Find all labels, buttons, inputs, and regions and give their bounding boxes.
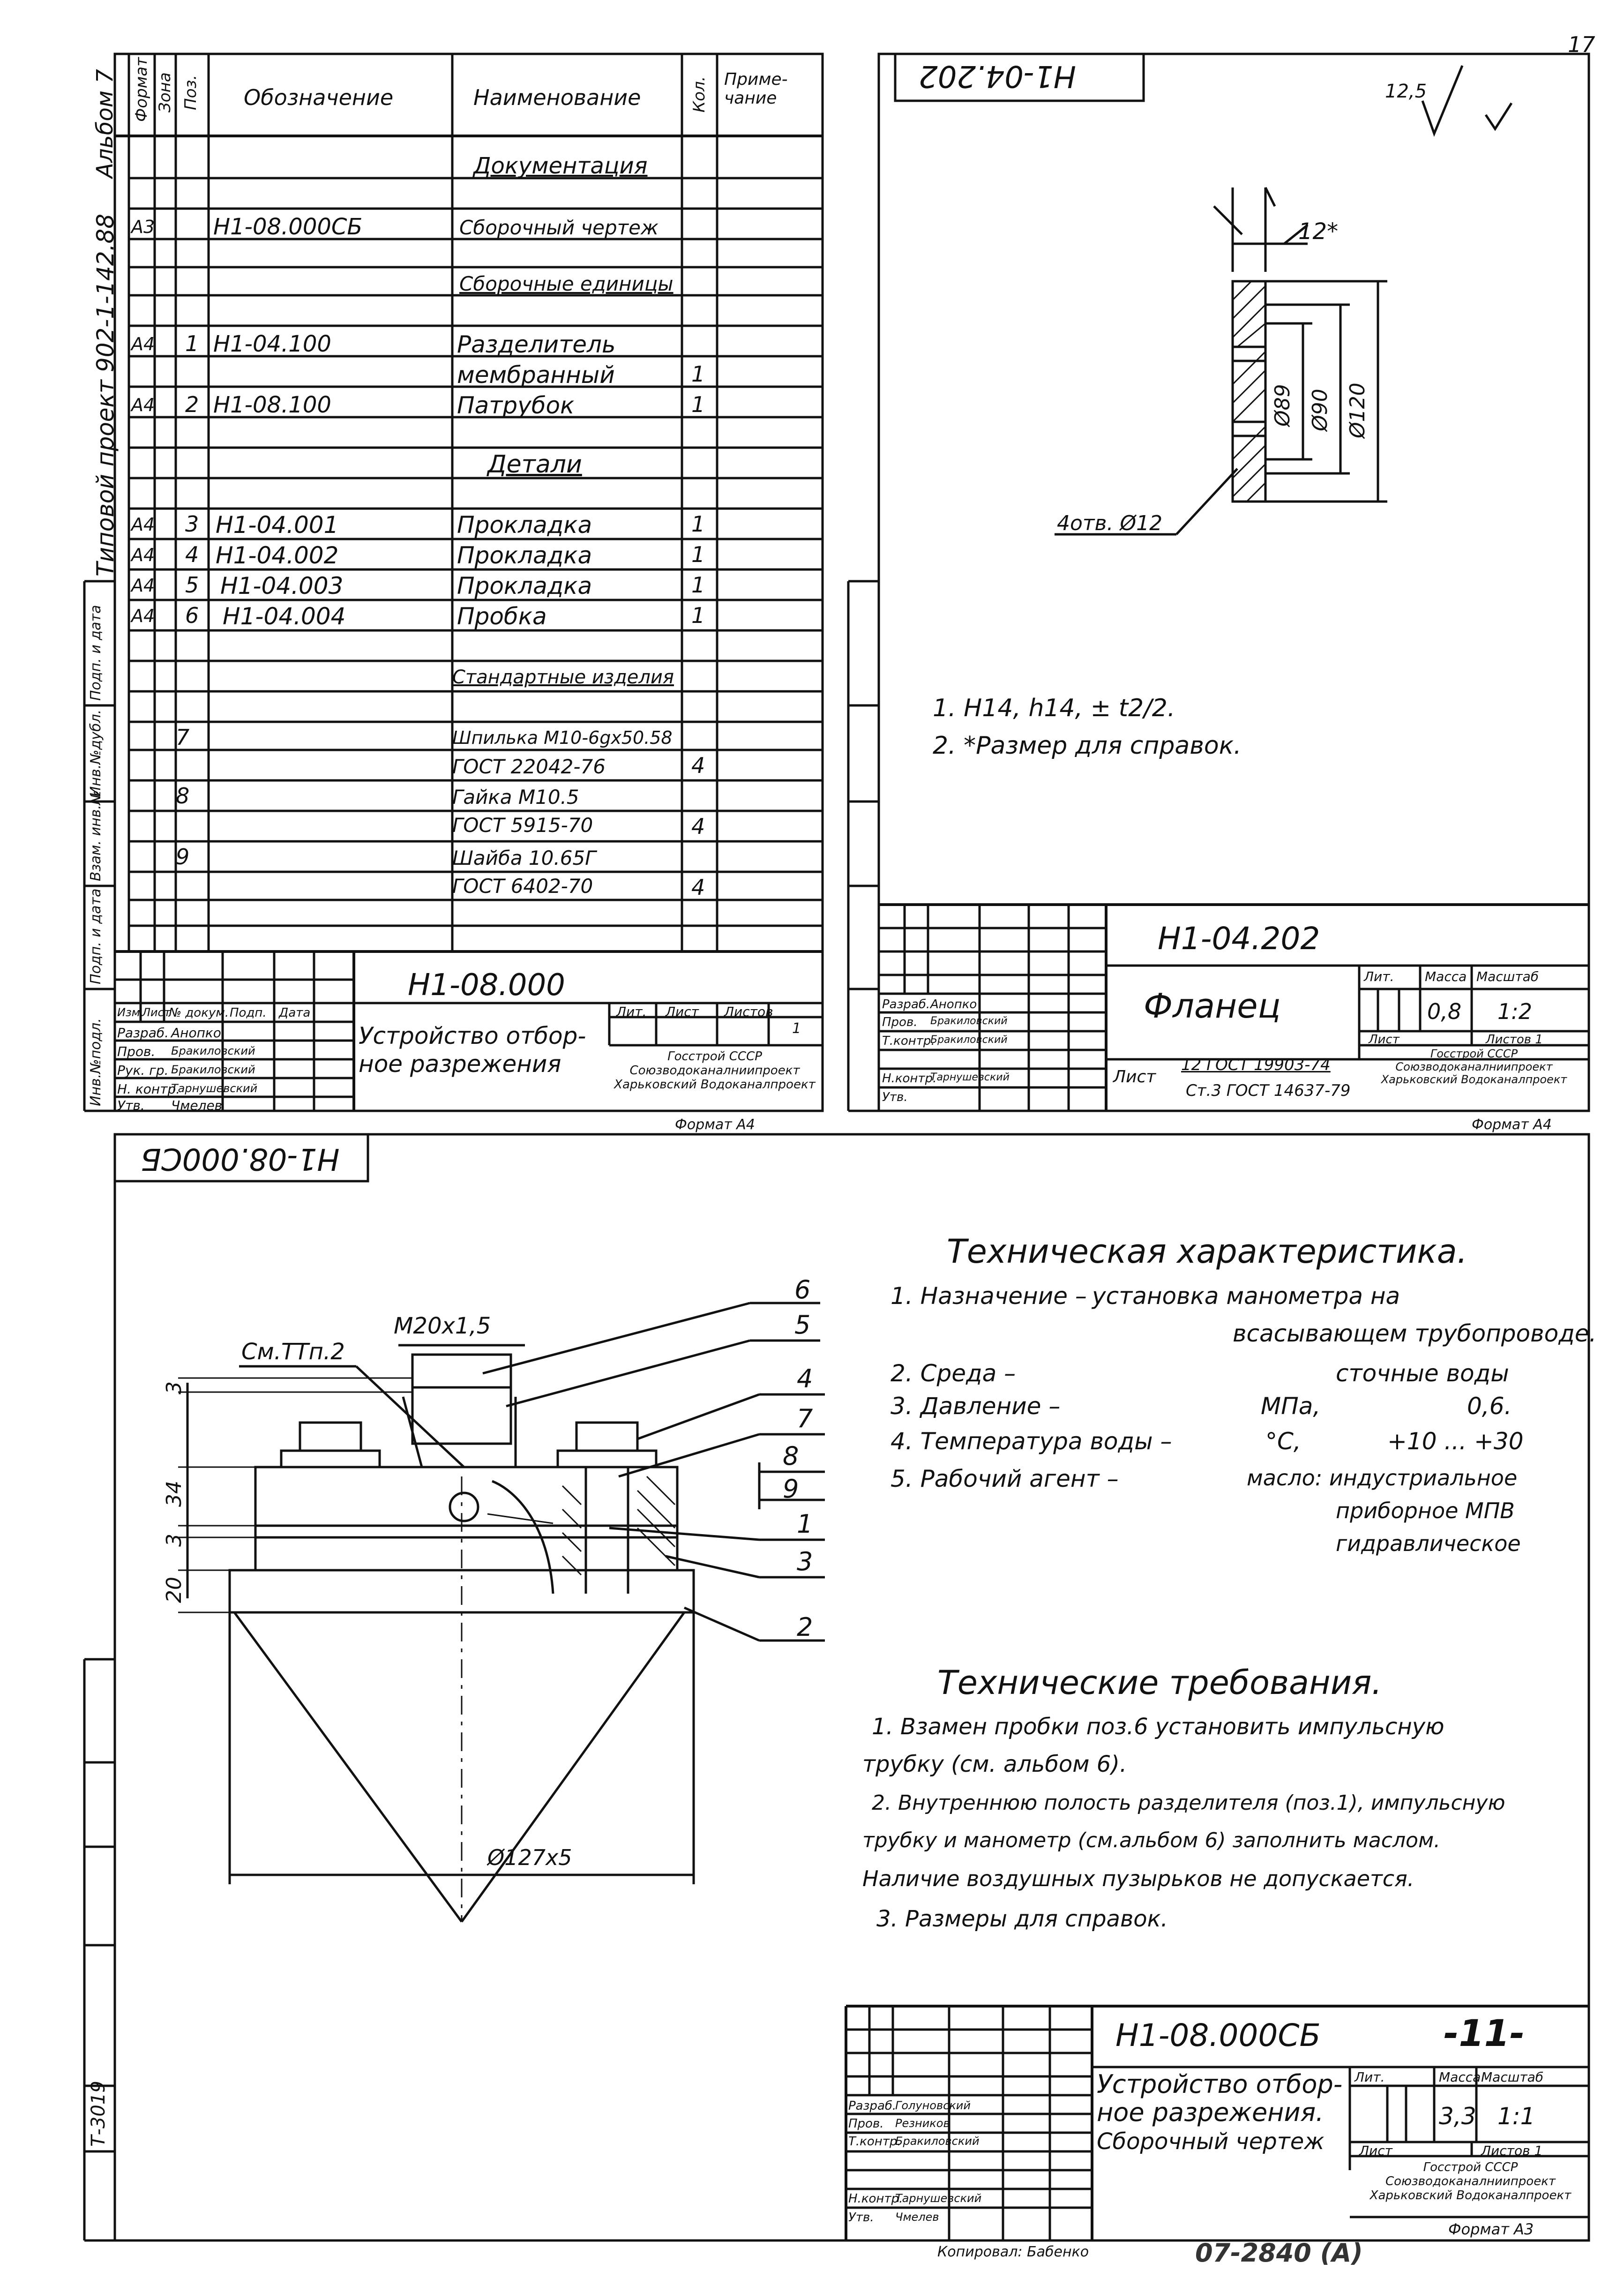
leader-label: 2 xyxy=(797,1612,813,1642)
row-des: Н1-08.100 xyxy=(213,392,331,418)
role-label: Утв. xyxy=(882,1090,908,1104)
row-qty: 4 xyxy=(691,814,705,839)
role-label: Утв. xyxy=(848,2210,874,2225)
person-name: Бракиловский xyxy=(171,1044,255,1057)
stamp-label: Изм. xyxy=(117,1006,144,1019)
mirrored-code: Н1-08.000СБ xyxy=(141,1141,340,1176)
stamp-label: Лист xyxy=(142,1006,171,1019)
role-label: Н. контр. xyxy=(117,1081,180,1097)
row-fmt: А4 xyxy=(131,395,155,415)
scale-label: Масштаб xyxy=(1476,969,1539,984)
row-name: ГОСТ 6402-70 xyxy=(452,875,593,898)
material-line: Ст.3 ГОСТ 14637-79 xyxy=(1186,1081,1351,1100)
col-header-designation: Обозначение xyxy=(244,85,394,110)
dim-89: Ø89 xyxy=(1271,384,1295,427)
person-name: Бракиловский xyxy=(930,1015,1008,1027)
side-project-label: Типовой проект 902-1-142.88 xyxy=(92,213,119,577)
tr-line: трубку (см. альбом 6). xyxy=(862,1751,1127,1777)
row-pos: 1 xyxy=(185,331,199,356)
tech-char-title: Техническая характеристика. xyxy=(947,1232,1467,1271)
role-label: Т.контр. xyxy=(848,2135,901,2149)
tc-value: установка манометра на xyxy=(1092,1282,1400,1310)
row-name: Разделитель xyxy=(457,331,616,358)
lit-label: Лит. xyxy=(616,1004,647,1019)
tr-line: Наличие воздушных пузырьков не допускается. xyxy=(862,1866,1414,1891)
row-des: Н1-04.004 xyxy=(223,603,346,630)
section-parts: Детали xyxy=(487,450,582,479)
role-label: Разраб. xyxy=(117,1025,169,1041)
title-name: ное разрежения. xyxy=(1097,2098,1324,2127)
row-name: ГОСТ 22042-76 xyxy=(452,755,606,778)
tc-value: гидравлическое xyxy=(1336,1531,1521,1556)
row-fmt: А4 xyxy=(131,545,155,565)
thread-dim: М20х1,5 xyxy=(394,1313,491,1339)
tc-value: +10 ... +30 xyxy=(1387,1428,1524,1455)
lit-label: Лит. xyxy=(1364,969,1394,984)
row-qty: 4 xyxy=(691,875,705,900)
role-label: Рук. гр. xyxy=(117,1063,169,1078)
role-label: Разраб. xyxy=(882,997,930,1011)
person-name: Чмелев xyxy=(895,2210,939,2224)
row-name: Сборочный чертеж xyxy=(459,216,659,239)
title-code: Н1-08.000СБ xyxy=(1115,2017,1321,2053)
scale-value: 1:1 xyxy=(1497,2103,1535,2130)
callout-ttp: См.ТТп.2 xyxy=(241,1339,345,1365)
mass-value: 0,8 xyxy=(1427,999,1462,1024)
leader-label: 7 xyxy=(797,1404,813,1433)
side-album-label: Альбом 7 xyxy=(92,69,118,178)
side-stamp: Подп. и дата xyxy=(88,605,104,701)
person-name: Анопко xyxy=(171,1025,221,1041)
sheet-label: Лист xyxy=(666,1004,699,1019)
row-pos: 6 xyxy=(185,603,199,628)
tc-label: 2. Среда – xyxy=(891,1360,1016,1387)
row-name: Шпилька М10-6gx50.58 xyxy=(452,727,673,748)
person-name: Тарнушевский xyxy=(895,2192,982,2205)
row-pos: 8 xyxy=(176,783,190,809)
row-name: Шайба 10.65Г xyxy=(452,847,596,869)
tc-label: 1. Назначение – xyxy=(891,1282,1087,1310)
leader-label: 1 xyxy=(797,1509,813,1539)
roughness-value: 12,5 xyxy=(1385,81,1427,102)
dim-120: Ø120 xyxy=(1346,382,1370,438)
row-qty: 1 xyxy=(691,392,705,417)
roughness-mark xyxy=(1467,103,1468,104)
person-name: Бракиловский xyxy=(930,1034,1008,1046)
section-standard: Стандартные изделия xyxy=(452,667,674,688)
leader-label: 4 xyxy=(797,1364,813,1393)
sheet-label: Лист xyxy=(1369,1033,1399,1047)
title-code: Н1-04.202 xyxy=(1158,921,1320,957)
row-name: ГОСТ 5915-70 xyxy=(452,814,593,837)
row-fmt: А4 xyxy=(131,575,155,596)
person-name: Голуновский xyxy=(895,2099,971,2112)
mass-label: Масса xyxy=(1439,2069,1481,2085)
section-assemblies: Сборочные единицы xyxy=(459,272,674,295)
leader-label: 5 xyxy=(794,1310,811,1340)
tech-req-title: Технические требования. xyxy=(937,1663,1382,1702)
person-name: Чмелев xyxy=(171,1098,223,1113)
note-line: 2. *Размер для справок. xyxy=(933,732,1242,760)
col-header-format: Формат xyxy=(132,57,151,122)
row-pos: 7 xyxy=(176,725,190,750)
side-code: Т-3019 xyxy=(88,2081,109,2147)
role-label: Утв. xyxy=(117,1098,145,1113)
row-pos: 2 xyxy=(185,392,199,417)
tc-unit: МПа, xyxy=(1261,1393,1321,1420)
tc-label: 5. Рабочий агент – xyxy=(891,1465,1119,1492)
tc-value: масло: индустриальное xyxy=(1247,1465,1518,1491)
person-name: Анопко xyxy=(930,997,977,1011)
row-fmt: А4 xyxy=(131,606,155,626)
title-name: Устройство отбор-ное разрежения xyxy=(359,1022,586,1078)
sheets-label: Листов 1 xyxy=(1481,2143,1543,2158)
sheets-label: Листов xyxy=(724,1004,773,1019)
format-label: Формат А4 xyxy=(1472,1116,1552,1133)
row-pos: 9 xyxy=(176,844,190,869)
row-name: Патрубок xyxy=(457,392,575,419)
row-name: Прокладка xyxy=(457,542,592,569)
side-stamp: Инв.№подл. xyxy=(88,1018,104,1106)
page-number: 17 xyxy=(1568,32,1595,57)
title-name: Сборочный чертеж xyxy=(1097,2128,1325,2155)
person-name: Тарнушевский xyxy=(930,1071,1010,1083)
note-line: 1. Н14, h14, ± t2/2. xyxy=(933,694,1175,722)
title-name: Фланец xyxy=(1144,986,1281,1026)
role-label: Пров. xyxy=(117,1044,156,1059)
row-name: Прокладка xyxy=(457,511,592,539)
row-qty: 1 xyxy=(691,572,705,598)
row-pos: 5 xyxy=(185,572,199,598)
sheets-label: Листов 1 xyxy=(1486,1033,1543,1047)
format-label: Формат А4 xyxy=(675,1116,755,1133)
dim-value: 3 xyxy=(162,1381,186,1394)
tc-value: приборное МПВ xyxy=(1336,1498,1515,1523)
row-name: Пробка xyxy=(457,603,547,630)
tr-line: 3. Размеры для справок. xyxy=(876,1906,1168,1932)
row-pos: 4 xyxy=(185,542,199,567)
row-des: Н1-04.002 xyxy=(216,542,339,569)
row-fmt: А3 xyxy=(131,217,155,237)
leader-label: 3 xyxy=(797,1547,813,1576)
sheet-label: Лист xyxy=(1359,2143,1392,2158)
col-header-zone: Зона xyxy=(156,72,174,112)
col-header-note: Приме-чание xyxy=(724,70,788,108)
tc-label: 3. Давление – xyxy=(891,1393,1061,1420)
row-pos: 3 xyxy=(185,511,199,537)
row-fmt: А4 xyxy=(131,514,155,535)
row-name: Гайка М10.5 xyxy=(452,786,579,809)
org-stamp: Госстрой СССР Союзводоканалниипроект Харьковский Водоканалпроект xyxy=(1370,2160,1572,2203)
material-label: Лист xyxy=(1113,1067,1156,1086)
dim-value: 3 xyxy=(162,1534,186,1547)
stamp-label: Подп. xyxy=(230,1006,267,1020)
row-qty: 1 xyxy=(691,511,705,537)
tc-value: сточные воды xyxy=(1336,1360,1509,1387)
section-docs: Документация xyxy=(473,153,648,179)
row-des: Н1-08.000СБ xyxy=(213,214,363,240)
role-label: Т.контр. xyxy=(882,1034,935,1048)
tc-label: 4. Температура воды – xyxy=(891,1428,1172,1455)
leader-label: 6 xyxy=(794,1275,811,1304)
person-name: Бракиловский xyxy=(895,2135,980,2148)
role-label: Пров. xyxy=(848,2117,884,2131)
tr-line: трубку и манометр (см.альбом 6) заполнить маслом. xyxy=(862,1828,1441,1852)
side-stamp: Подп. и дата xyxy=(88,888,104,984)
row-des: Н1-04.003 xyxy=(220,572,344,599)
bottom-stamp: 07-2840 (А) xyxy=(1195,2238,1363,2268)
row-name: Прокладка xyxy=(457,572,592,599)
title-code: Н1-08.000 xyxy=(408,968,565,1003)
tr-line: 2. Внутреннюю полость разделителя (поз.1), импульсную xyxy=(872,1791,1505,1815)
row-fmt: А4 xyxy=(131,334,155,354)
row-des: Н1-04.100 xyxy=(213,331,331,357)
scale-label: Масштаб xyxy=(1481,2069,1544,2085)
role-label: Разраб. xyxy=(848,2099,897,2113)
dia-dim: Ø127х5 xyxy=(487,1845,572,1870)
tr-line: 1. Взамен пробки поз.6 установить импульсную xyxy=(872,1714,1444,1740)
col-header-pos: Поз. xyxy=(181,75,200,110)
tc-value: всасывающем трубопроводе. xyxy=(1233,1320,1597,1347)
leader-label: 8 xyxy=(783,1441,799,1471)
org-stamp: Госстрой СССР Союзводоканалниипроект Харьковский Водоканалпроект xyxy=(1381,1047,1567,1086)
holes-note: 4отв. Ø12 xyxy=(1057,511,1163,535)
person-name: Резников xyxy=(895,2117,950,2130)
material-line: 12 ГОСТ 19903-74 xyxy=(1181,1056,1331,1074)
stamp-label: № докум. xyxy=(169,1006,229,1020)
col-header-qty: Кол. xyxy=(690,76,709,112)
title-name: Устройство отбор- xyxy=(1097,2069,1343,2099)
dim-90: Ø90 xyxy=(1308,389,1332,431)
tc-unit: °С, xyxy=(1265,1428,1301,1455)
dim-value: 20 xyxy=(162,1577,186,1603)
mass-value: 3,3 xyxy=(1439,2103,1476,2130)
side-stamp: Инв.№дубл. xyxy=(88,709,104,797)
row-qty: 1 xyxy=(691,361,705,387)
col-header-name: Наименование xyxy=(473,85,641,110)
lit-label: Лит. xyxy=(1355,2069,1385,2085)
mirrored-code: Н1-04.202 xyxy=(919,59,1076,93)
page-mark: -11- xyxy=(1444,2013,1525,2055)
role-label: Пров. xyxy=(882,1015,918,1029)
row-qty: 1 xyxy=(691,542,705,567)
org-stamp: Госстрой СССР Союзводоканалниипроект Харьковский Водоканалпроект xyxy=(614,1049,816,1092)
row-qty: 1 xyxy=(691,603,705,628)
copied-by: Копировал: Бабенко xyxy=(937,2244,1089,2260)
mass-label: Масса xyxy=(1425,969,1467,984)
role-label: Н.контр. xyxy=(848,2192,903,2206)
scale-value: 1:2 xyxy=(1497,999,1533,1024)
person-name: Бракиловский xyxy=(171,1063,255,1076)
row-des: Н1-04.001 xyxy=(216,511,339,539)
person-name: Тарнушевский xyxy=(171,1082,258,1095)
sheets-value: 1 xyxy=(792,1020,801,1037)
side-stamp: Взам. инв.№ xyxy=(88,790,104,881)
row-qty: 4 xyxy=(691,753,705,778)
dim-12: 12* xyxy=(1298,218,1339,245)
dim-value: 34 xyxy=(162,1481,186,1507)
format-label: Формат А3 xyxy=(1448,2220,1534,2238)
role-label: Н.контр. xyxy=(882,1071,937,1086)
leader-label: 9 xyxy=(783,1474,799,1504)
stamp-label: Дата xyxy=(279,1006,311,1020)
tc-value: 0,6. xyxy=(1467,1393,1512,1420)
row-name: мембранный xyxy=(457,361,615,389)
